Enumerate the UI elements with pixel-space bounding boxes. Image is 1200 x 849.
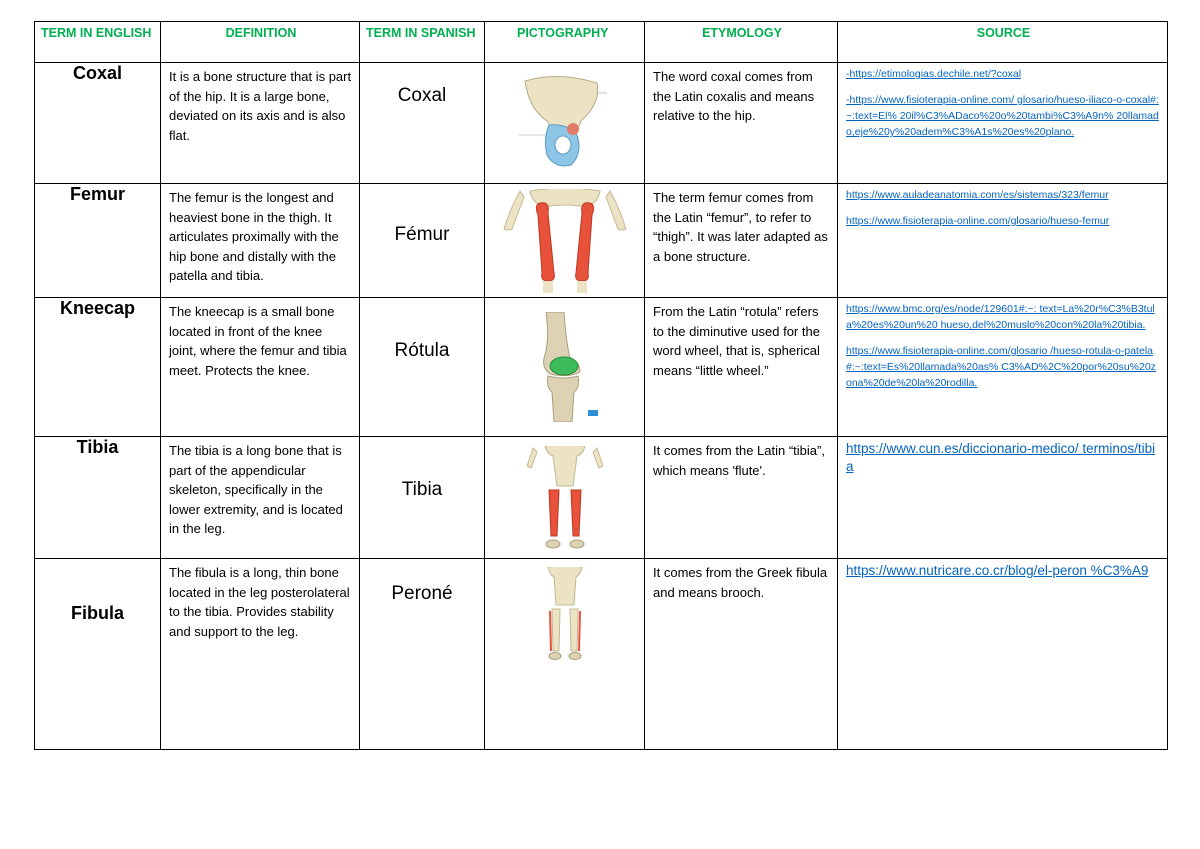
- table-row: [35, 184, 1168, 298]
- femur-image: [500, 189, 630, 293]
- term-spanish: Tibia: [401, 479, 443, 500]
- definition-text: The tibia is a long bone that is part of the appendicular skeleton, specifically in the lower extremity, and is located in the leg.: [169, 443, 343, 536]
- definition-text: It is a bone structure that is part of the hip. It is a large bone, deviated on its axis and is also flat.: [169, 69, 352, 143]
- source-link[interactable]: https://www.cun.es/diccionario-medico/ terminos/tibia: [846, 441, 1156, 474]
- tibia-image: [523, 446, 607, 550]
- term-english-cell: [35, 184, 161, 298]
- source-cell: [838, 298, 1168, 437]
- source-link[interactable]: -https://www.fisioterapia-online.com/ glosario/hueso-iliaco-o-coxal#:~:text=El% 20il%C3%ADaco%20o%20tambi%C3%A9n% 20llamado,eje%20y%20adem%C3%A1s%20es%20plano.: [846, 94, 1159, 138]
- hip-bone-image: [519, 73, 611, 173]
- definition-cell: [161, 559, 360, 750]
- definition-cell: [161, 437, 360, 559]
- term-spanish: Fémur: [394, 224, 450, 245]
- header-row: [35, 22, 1168, 63]
- term-english-cell: [35, 63, 161, 184]
- header-term-spanish: TERM IN SPANISH: [360, 22, 485, 63]
- table-row: [35, 63, 1168, 184]
- source-link[interactable]: https://www.auladeanatomia.com/es/sistemas/323/femur: [846, 189, 1109, 201]
- etymology-text: From the Latin “rotula” refers to the diminutive used for the word wheel, that is, spherical means “little wheel.”: [653, 304, 820, 378]
- term-english-cell: [35, 437, 161, 559]
- pictography-cell: [485, 437, 645, 559]
- term-english: Fibula: [71, 602, 124, 623]
- source-cell: [838, 184, 1168, 298]
- definition-cell: [161, 63, 360, 184]
- etymology-text: The word coxal comes from the Latin coxalis and means relative to the hip.: [653, 69, 815, 123]
- source-link[interactable]: https://www.fisioterapia-online.com/glosario /hueso-rotula-o-patela#:~:text=Es%20llamada%20as% C3%AD%2C%20por%20su%20zona%20de%20la%20rodilla.: [846, 345, 1156, 389]
- etymology-cell: [645, 184, 838, 298]
- definition-text: The fibula is a long, thin bone located in the leg posterolateral to the tibia. Provides stability and support to the leg.: [169, 565, 350, 639]
- etymology-cell: [645, 559, 838, 750]
- definition-cell: [161, 298, 360, 437]
- definition-cell: [161, 184, 360, 298]
- source-cell: [838, 437, 1168, 559]
- etymology-cell: [645, 63, 838, 184]
- term-english-cell: [35, 298, 161, 437]
- header-pictography: PICTOGRAPHY: [485, 22, 645, 63]
- etymology-cell: [645, 298, 838, 437]
- table-row: [35, 559, 1168, 750]
- etymology-cell: [645, 437, 838, 559]
- table-row: [35, 298, 1168, 437]
- term-spanish-cell: [360, 63, 485, 184]
- term-spanish-cell: [360, 559, 485, 750]
- kneecap-image: [530, 312, 600, 422]
- fibula-image: [534, 567, 596, 661]
- term-spanish: Peroné: [391, 583, 453, 604]
- source-link[interactable]: https://www.bmc.org/es/node/129601#:~: text=La%20r%C3%B3tula%20es%20un%20 hueso,del%20muslo%20con%20la%20tibia.: [846, 303, 1155, 331]
- definition-text: The femur is the longest and heaviest bone in the thigh. It articulates proximally with the hip bone and distally with the patella and tibia.: [169, 190, 339, 283]
- source-link[interactable]: -https://etimologias.dechile.net/?coxal: [846, 68, 1022, 80]
- term-english-cell: [35, 559, 161, 750]
- etymology-text: It comes from the Latin “tibia”, which means 'flute'.: [653, 443, 825, 478]
- table-row: [35, 437, 1168, 559]
- term-english: Tibia: [76, 437, 119, 457]
- source-cell: [838, 63, 1168, 184]
- term-english: Coxal: [72, 63, 123, 83]
- source-link[interactable]: https://www.nutricare.co.cr/blog/el-peron %C3%A9: [846, 563, 1149, 578]
- pictography-cell: [485, 184, 645, 298]
- source-cell: [838, 559, 1168, 750]
- header-source: SOURCE: [838, 22, 1168, 63]
- header-etymology: ETYMOLOGY: [645, 22, 838, 63]
- term-spanish-cell: [360, 437, 485, 559]
- source-link[interactable]: https://www.fisioterapia-online.com/glosario/hueso-femur: [846, 215, 1110, 227]
- anatomy-table: [34, 21, 1168, 750]
- term-english: Femur: [69, 184, 125, 204]
- term-spanish: Coxal: [397, 85, 447, 106]
- etymology-text: It comes from the Greek fibula and means brooch.: [653, 565, 828, 600]
- header-term-english: TERM IN ENGLISH: [35, 22, 161, 63]
- term-spanish-cell: [360, 184, 485, 298]
- term-spanish-cell: [360, 298, 485, 437]
- term-spanish: Rótula: [394, 340, 450, 361]
- pictography-cell: [485, 298, 645, 437]
- header-definition: DEFINITION: [161, 22, 360, 63]
- etymology-text: The term femur comes from the Latin “femur”, to refer to “thigh”. It was later adapted as a bone structure.: [653, 190, 828, 264]
- term-english: Kneecap: [59, 298, 136, 318]
- pictography-cell: [485, 63, 645, 184]
- definition-text: The kneecap is a small bone located in front of the knee joint, where the femur and tibia meet. Protects the knee.: [169, 304, 347, 378]
- pictography-cell: [485, 559, 645, 750]
